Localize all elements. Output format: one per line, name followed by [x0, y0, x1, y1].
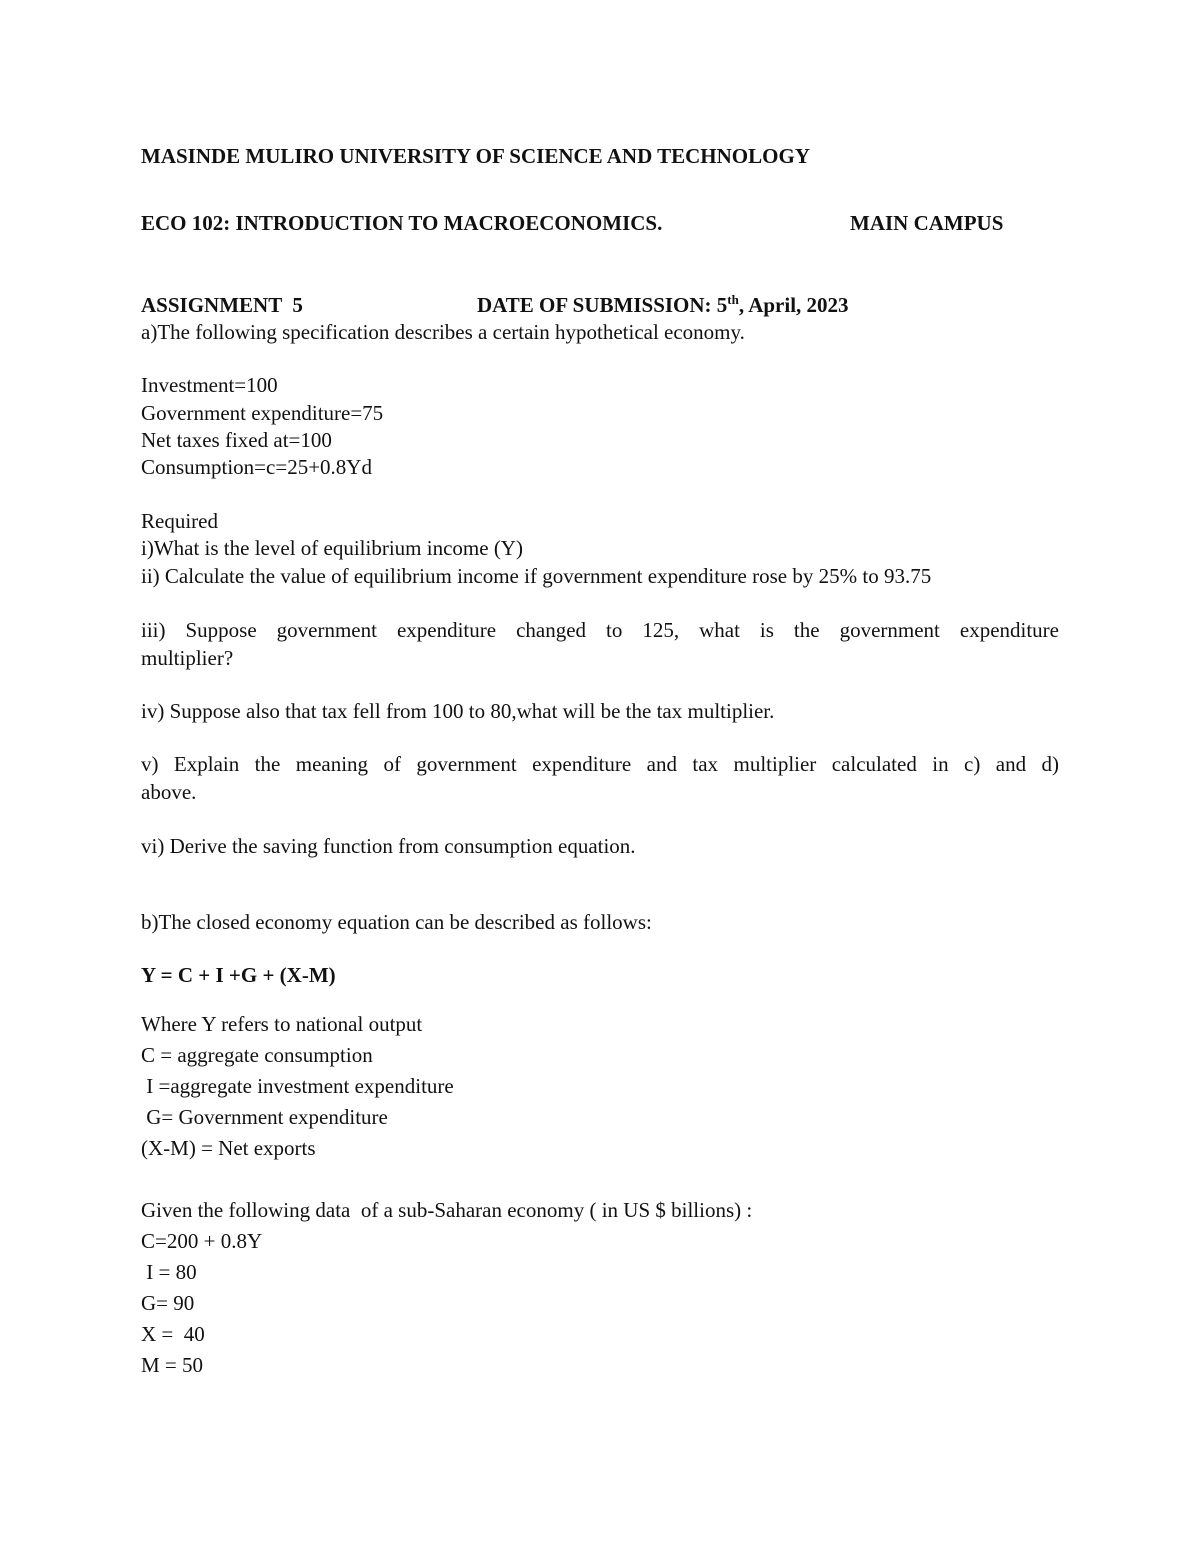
question-vi: vi) Derive the saving function from consumption equation.: [141, 834, 636, 858]
definition-y: Where Y refers to national output: [141, 1012, 423, 1036]
question-v-line1: v) Explain the meaning of government expenditure and tax multiplier calculated in c) and d): [141, 752, 1059, 776]
part-a-intro: a)The following specification describes a certain hypothetical economy.: [141, 320, 745, 344]
course-title: ECO 102: INTRODUCTION TO MACROECONOMICS.: [141, 211, 663, 235]
submission-date: [477, 292, 849, 318]
submission-date-suffix: th: [727, 292, 739, 307]
closed-economy-equation: Y = C + I +G + (X-M): [141, 963, 336, 987]
question-iv: iv) Suppose also that tax fell from 100 to 80,what will be the tax multiplier.: [141, 699, 775, 723]
spec-consumption: Consumption=c=25+0.8Yd: [141, 455, 372, 479]
question-ii: ii) Calculate the value of equilibrium income if government expenditure rose by 25% to 93.75: [141, 564, 932, 588]
question-iii-line1: iii) Suppose government expenditure changed to 125, what is the government expenditure: [141, 618, 1059, 642]
required-heading: Required: [141, 509, 218, 533]
part-b-intro: b)The closed economy equation can be described as follows:: [141, 910, 652, 934]
data-g: G= 90: [141, 1291, 195, 1315]
data-x: X = 40: [141, 1322, 205, 1346]
definition-i: I =aggregate investment expenditure: [141, 1074, 454, 1098]
spec-government-expenditure: Government expenditure=75: [141, 401, 384, 425]
question-i: i)What is the level of equilibrium income (Y): [141, 536, 523, 560]
campus-label: MAIN CAMPUS: [850, 211, 1004, 235]
spec-investment: Investment=100: [141, 373, 278, 397]
question-iii-line2: multiplier?: [141, 646, 234, 670]
spec-net-taxes: Net taxes fixed at=100: [141, 428, 332, 452]
data-i: I = 80: [141, 1260, 197, 1284]
submission-date-label: DATE OF SUBMISSION: 5: [477, 293, 728, 317]
question-v-line2: above.: [141, 780, 197, 804]
data-c: C=200 + 0.8Y: [141, 1229, 263, 1253]
definition-net-exports: (X-M) = Net exports: [141, 1136, 316, 1160]
definition-c: C = aggregate consumption: [141, 1043, 373, 1067]
data-m: M = 50: [141, 1353, 204, 1377]
university-title: MASINDE MULIRO UNIVERSITY OF SCIENCE AND TECHNOLOGY: [141, 144, 810, 168]
given-data-intro: Given the following data of a sub-Saharan economy ( in US $ billions) :: [141, 1198, 753, 1222]
assignment-label: ASSIGNMENT 5: [141, 293, 303, 317]
definition-g: G= Government expenditure: [141, 1105, 388, 1129]
submission-date-rest: , April, 2023: [738, 293, 849, 317]
